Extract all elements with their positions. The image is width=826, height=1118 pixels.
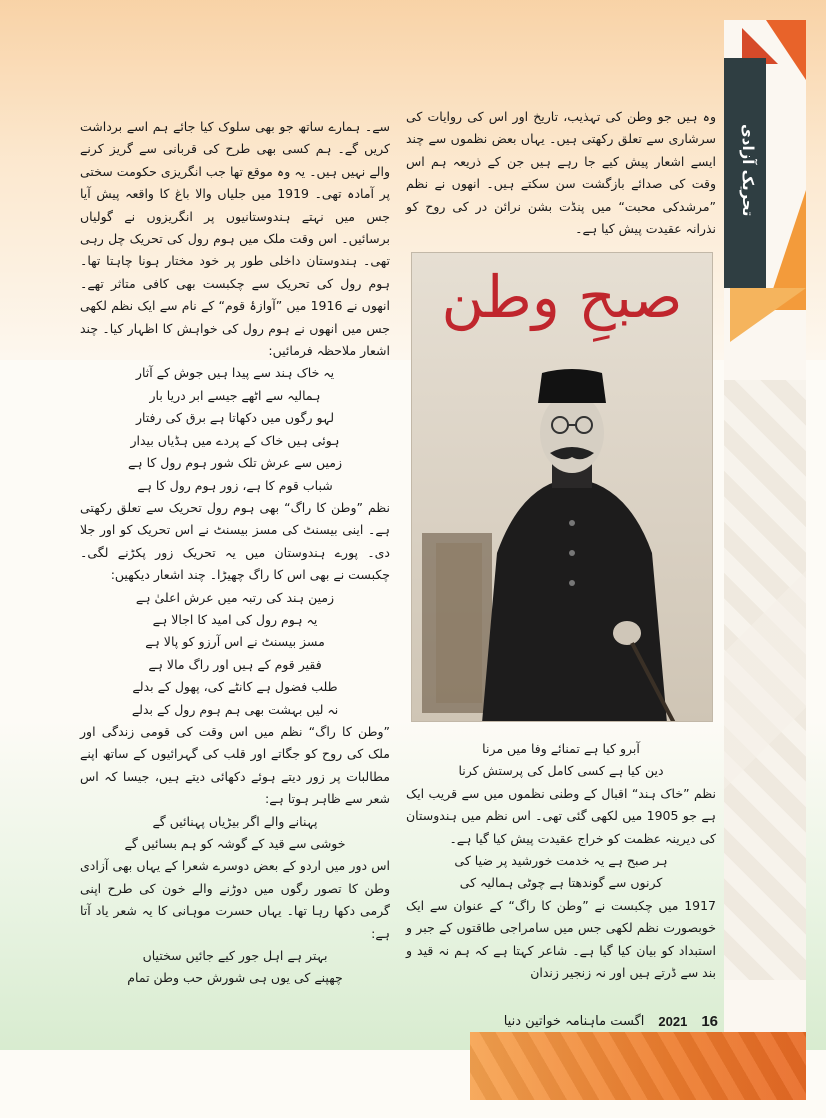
verse-line: کرنوں سے گوندھتا ہے چوٹی ہمالیہ کی [459,875,663,891]
right-column-lower [406,738,716,984]
verse-line: دین کیا ہے کسی کامل کی پرستش کرنا [458,763,664,779]
verse-line: مسز بیسنٹ نے اس آرزو کو پالا ہے [145,634,325,650]
verse-line: خوشی سے قید کے گوشہ کو ہم بسائیں گے [124,836,346,851]
verse-line: بہتر ہے اہل جور کیے جائیں سختیاں [142,948,328,964]
verse-line: فقیر قوم کے ہیں اور راگ مالا ہے [148,656,322,672]
right-column [406,106,716,240]
verse-line: شباب قوم کا ہے، زور ہوم رول کا ہے [137,477,333,493]
verse-line: زمین ہند کی رتبہ میں عرش اعلیٰ ہے [135,589,335,605]
right-para-2: نظم ”خاک ہند“ اقبال کے وطنی نظموں میں سے قریب ایک ہے جو 1905 میں لکھی گئی تھی۔ اس نظم میں ہندوستان کی دیرینہ عظمت کو خراج عقیدت پیش کیا گیا ہے۔ [406,785,717,846]
verse-line: طلب فضول ہے کانٹے کی، پھول کے بدلے [132,679,338,695]
verse-line: ہمالیہ سے اٹھے جیسے ابر دریا بار [149,387,321,403]
verse-line: آبرو کیا ہے تمنائے وفا میں مرنا [482,741,640,756]
left-para-3: ”وطن کا راگ“ نظم میں اس وقت کی قومی زندگی اور ملک کی روح کو جگاتے اور قلب کی گہرائیوں کے ساتھ اپنے مطالبات پر زور دیتے ہوئے دکھائی دیتے ہیں، جیسا کہ اس شعر سے ظاہر ہوتا ہے: [80,723,390,807]
issue-year: 2021 [658,1013,688,1029]
left-para-1: سے۔ ہمارے ساتھ جو بھی سلوک کیا جائے ہم اسے برداشت کریں گے۔ ہم کسی بھی طرح کی قربانی سے گریز کرنے والے نہیں ہیں۔ یہ وہ موقع تھا جب انگریزی حکومت سختی پر آمادہ تھی۔ 1919 میں جلیاں والا باغ کا واقعہ پیش آیا جس میں نہتے ہندوستانیوں پر انگریزوں نے گولیاں برسائیں۔ اس وقت ملک میں ہوم رول کی تحریک چل رہی تھی۔ ہندوستان داخلی طور پر خود مختار ہونا چاہتا تھا۔ ہوم رول کی تحریک سے چکبست بھی کافی متاثر تھے۔ انھوں نے 1916 میں ”آوازۂ قوم“ کے نام سے ایک نظم لکھی جس میں انھوں نے ہوم رول کی خواہش کا اظہار کیا۔ چند اشعار ملاحظہ فرمائیں: [80,119,390,359]
verse-line: ہوئی ہیں خاک کے پردے میں ہڈیاں بیدار [130,432,340,448]
section-label: تحریک آزادی [739,123,757,217]
right-para-3: 1917 میں چکبست نے ”وطن کا راگ“ کے عنوان سے ایک خوبصورت نظم لکھی جس میں سامراجی طاقتوں کے جبر و استبداد کو بیان کیا گیا ہے۔ شاعر کہتا ہے کہ ہم نہ قید و بند سے ڈرتے ہیں اور نہ زنجیر زندان [406,897,716,981]
right-intro: وہ ہیں جو وطن کی تہذیب، تاریخ اور اس کی روایات کی سرشاری سے تعلق رکھتی ہیں۔ یہاں بعض نظموں سے چند ایسے اشعار پیش کیے جا رہے ہیں جن کے ذریعہ ہم اس وقت کی صدائے بازگشت سن سکتے ہیں۔ انھوں نے نظم ”مرشدکی محبت“ میں پنڈت بشن نرائن در کی روح کو نذرانہ عقیدت پیش کیا ہے۔ [406,109,716,237]
page-number: 16 [701,1012,718,1030]
verse-line: لہو رگوں میں دکھاتا ہے برق کی رفتار [135,410,335,426]
verse-line: یہ خاک ہند سے پیدا ہیں جوش کے آثار [135,365,335,381]
verse-line: ہر صبح ہے یہ خدمت خورشید پر ضیا کی [454,853,668,869]
verse-line: نہ لیں بہشت بھی ہم ہوم رول کے بدلے [131,701,339,717]
left-column [80,116,390,990]
left-para-2: نظم ”وطن کا راگ“ بھی ہوم رول تحریک سے تعلق رکھتی ہے۔ اینی بیسنٹ کی مسز بیسنٹ نے اس تحریک کو اور جلا دی۔ پورے ہندوستان میں یہ تحریک زور پکڑنے لگی۔ چکبست نے بھی اس کا راگ چھیڑا۔ چند اشعار دیکھیں: [80,499,390,583]
page-footer [478,1010,718,1032]
portrait-figure [412,253,712,722]
verse-line: زمیں سے عرش تلک شور ہوم رول کا ہے [127,455,343,471]
verse-line: پہنانے والے اگر بیڑیاں پہنائیں گے [152,813,318,829]
magazine-name: اگست ماہنامہ خواتین دنیا [503,1013,645,1029]
article-photo [411,252,713,722]
photo-title: صبحِ وطن [441,263,683,331]
footer-band [470,1032,806,1100]
sidebar-mosaic [724,380,806,980]
verse-line: چھپنے کی یوں ہی شورش حب وطن تمام [127,970,343,986]
verse-line: یہ ہوم رول کی امید کا اجالا ہے [152,611,318,627]
decorative-triangle [730,288,806,342]
left-para-4: اس دور میں اردو کے بعض دوسرے شعرا کے یہاں بھی آزادی وطن کا تصور رگوں میں دوڑنے والے خون کی طرح اپنی گرمی دکھا رہا تھا۔ یہاں حسرت موہانی کا یہ شعر یاد آتا ہے: [80,858,390,941]
